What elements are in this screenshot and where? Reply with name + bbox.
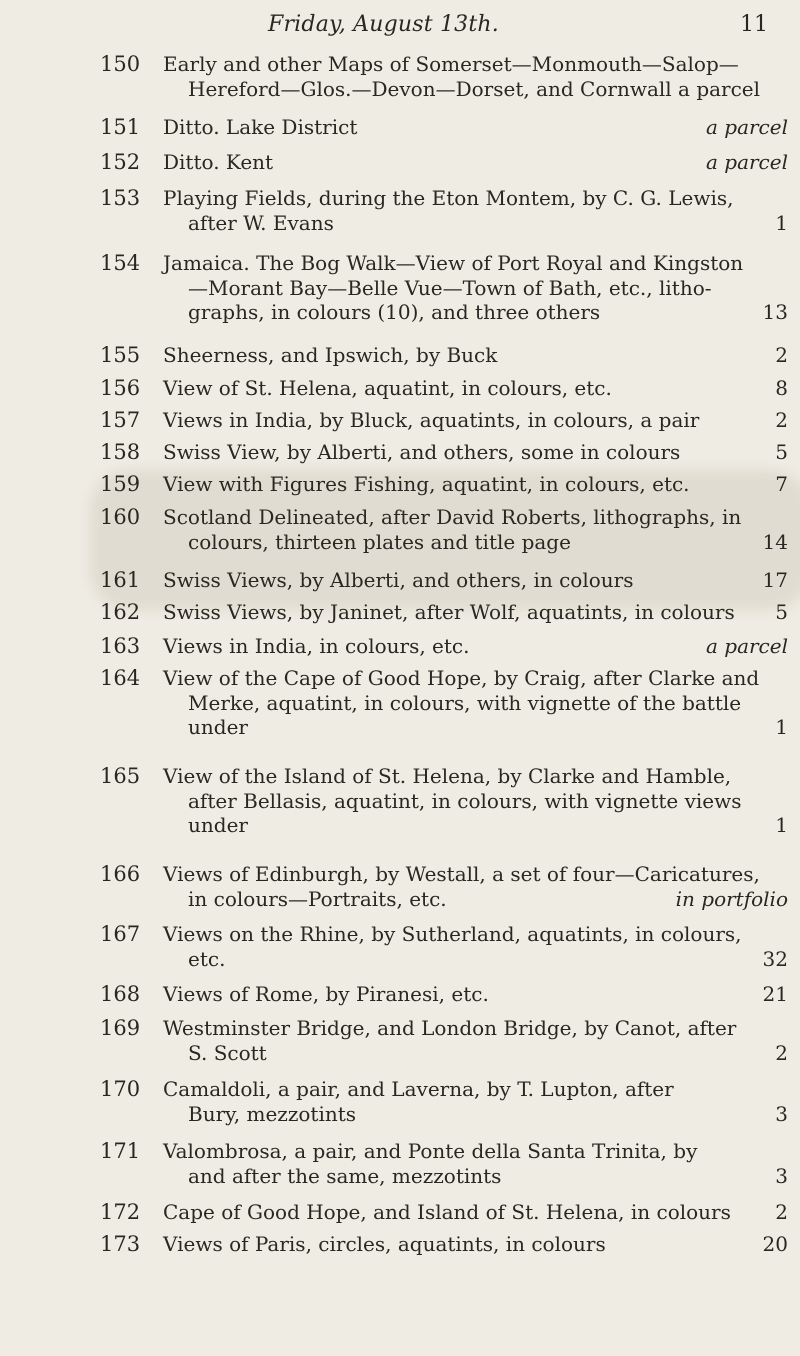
- lot-description: Views of Edinburgh, by Westall, a set of four—Caricatures,: [163, 862, 760, 886]
- lot-description: View of the Cape of Good Hope, by Craig, after Clarke and: [163, 666, 760, 690]
- lot-number: 159: [100, 472, 141, 496]
- page-number: 11: [740, 12, 768, 37]
- lot-description: after W. Evans: [188, 210, 334, 235]
- lot-description: Views in India, by Bluck, aquatints, in colours, a pair: [163, 408, 700, 432]
- lot-number: 152: [100, 150, 141, 174]
- lot-description: and after the same, mezzotints: [188, 1163, 502, 1188]
- lot-number: 173: [100, 1232, 141, 1256]
- lot-quantity: a parcel: [705, 634, 788, 658]
- lot-number: 158: [100, 440, 141, 464]
- lot-quantity: 21: [762, 982, 788, 1006]
- lot-description: S. Scott: [188, 1040, 267, 1065]
- lot-number: 156: [100, 376, 141, 400]
- lot-number: 172: [100, 1200, 141, 1224]
- lot-quantity: a parcel: [705, 150, 788, 174]
- lot-description: Bury, mezzotints: [188, 1101, 357, 1126]
- lot-quantity: 20: [762, 1232, 788, 1256]
- lot-description: after Bellasis, aquatint, in colours, with vignette views: [188, 788, 742, 813]
- lot-quantity: 8: [775, 376, 788, 400]
- lot-quantity: 3: [775, 1101, 788, 1126]
- lot-description: View with Figures Fishing, aquatint, in colours, etc.: [163, 472, 690, 496]
- lot-description: Views of Rome, by Piranesi, etc.: [163, 982, 489, 1006]
- page-header: [0, 12, 800, 52]
- lot-number: 155: [100, 343, 141, 367]
- lot-description: Views on the Rhine, by Sutherland, aquatints, in colours,: [163, 922, 742, 946]
- lot-description: Swiss Views, by Alberti, and others, in colours: [163, 568, 634, 592]
- lot-quantity: 5: [775, 440, 788, 464]
- lot-quantity: 2: [775, 408, 788, 432]
- lot-description: Swiss Views, by Janinet, after Wolf, aquatints, in colours: [163, 600, 735, 624]
- lot-description: Views of Paris, circles, aquatints, in colours: [163, 1232, 606, 1256]
- lot-number: 166: [100, 862, 141, 886]
- lot-description: Ditto. Kent: [163, 150, 274, 174]
- lot-number: 168: [100, 982, 141, 1006]
- lot-description: Scotland Delineated, after David Roberts, lithographs, in: [163, 505, 742, 529]
- lot-description: etc.: [188, 946, 226, 971]
- lot-number: 164: [100, 666, 141, 690]
- lot-description: Camaldoli, a pair, and Laverna, by T. Lupton, after: [163, 1077, 674, 1101]
- lot-description: Westminster Bridge, and London Bridge, by Canot, after: [163, 1016, 737, 1040]
- lot-number: 151: [100, 115, 141, 139]
- lot-description: Cape of Good Hope, and Island of St. Helena, in colours: [163, 1200, 731, 1224]
- lot-description: View of the Island of St. Helena, by Clarke and Hamble,: [163, 764, 732, 788]
- lot-description: Hereford—Glos.—Devon—Dorset, and Cornwall a parcel: [188, 76, 761, 101]
- lot-number: 165: [100, 764, 141, 788]
- lot-description: View of St. Helena, aquatint, in colours, etc.: [163, 376, 612, 400]
- lot-number: 161: [100, 568, 141, 592]
- lot-description: Views in India, in colours, etc.: [163, 634, 470, 658]
- lot-description: under: [188, 715, 248, 739]
- lot-description: Valombrosa, a pair, and Ponte della Santa Trinita, by: [163, 1139, 698, 1163]
- lot-description: Ditto. Lake District: [163, 115, 358, 139]
- lot-number: 169: [100, 1016, 141, 1040]
- lot-quantity: 17: [762, 568, 788, 592]
- lot-description: Early and other Maps of Somerset—Monmouth—Salop—: [163, 52, 739, 76]
- lot-number: 167: [100, 922, 141, 946]
- lot-quantity: a parcel: [705, 115, 788, 139]
- page-title: Friday, August 13th.: [268, 12, 499, 37]
- lot-quantity: 2: [775, 1200, 788, 1224]
- lot-quantity: 2: [775, 1040, 788, 1065]
- lot-quantity: 32: [762, 946, 788, 971]
- lot-quantity: 3: [775, 1163, 788, 1188]
- lot-description: graphs, in colours (10), and three others: [188, 300, 601, 324]
- lot-description: colours, thirteen plates and title page: [188, 529, 571, 554]
- lot-description: —Morant Bay—Belle Vue—Town of Bath, etc., litho-: [188, 275, 712, 300]
- lot-description: under: [188, 813, 248, 837]
- lot-number: 162: [100, 600, 141, 624]
- lot-number: 153: [100, 186, 141, 210]
- lot-quantity: 7: [775, 472, 788, 496]
- lot-quantity: 13: [762, 300, 788, 324]
- lot-number: 154: [100, 251, 141, 275]
- lot-number: 171: [100, 1139, 141, 1163]
- lot-quantity: 1: [775, 210, 788, 235]
- lot-description: in colours—Portraits, etc.: [188, 886, 447, 911]
- lot-number: 170: [100, 1077, 141, 1101]
- lot-quantity: 14: [762, 529, 788, 554]
- lot-description: Sheerness, and Ipswich, by Buck: [163, 343, 498, 367]
- lot-quantity: 2: [775, 343, 788, 367]
- lot-number: 157: [100, 408, 141, 432]
- lot-number: 163: [100, 634, 141, 658]
- lot-number: 150: [100, 52, 141, 76]
- lot-quantity: 5: [775, 600, 788, 624]
- lot-description: Jamaica. The Bog Walk—View of Port Royal and Kingston: [163, 251, 744, 275]
- lot-description: Playing Fields, during the Eton Montem, by C. G. Lewis,: [163, 186, 734, 210]
- lot-quantity: 1: [775, 813, 788, 837]
- lot-description: Merke, aquatint, in colours, with vignette of the battle: [188, 690, 742, 715]
- lot-quantity: in portfolio: [675, 886, 788, 911]
- lot-description: Swiss View, by Alberti, and others, some in colours: [163, 440, 681, 464]
- lot-number: 160: [100, 505, 141, 529]
- lot-quantity: 1: [775, 715, 788, 739]
